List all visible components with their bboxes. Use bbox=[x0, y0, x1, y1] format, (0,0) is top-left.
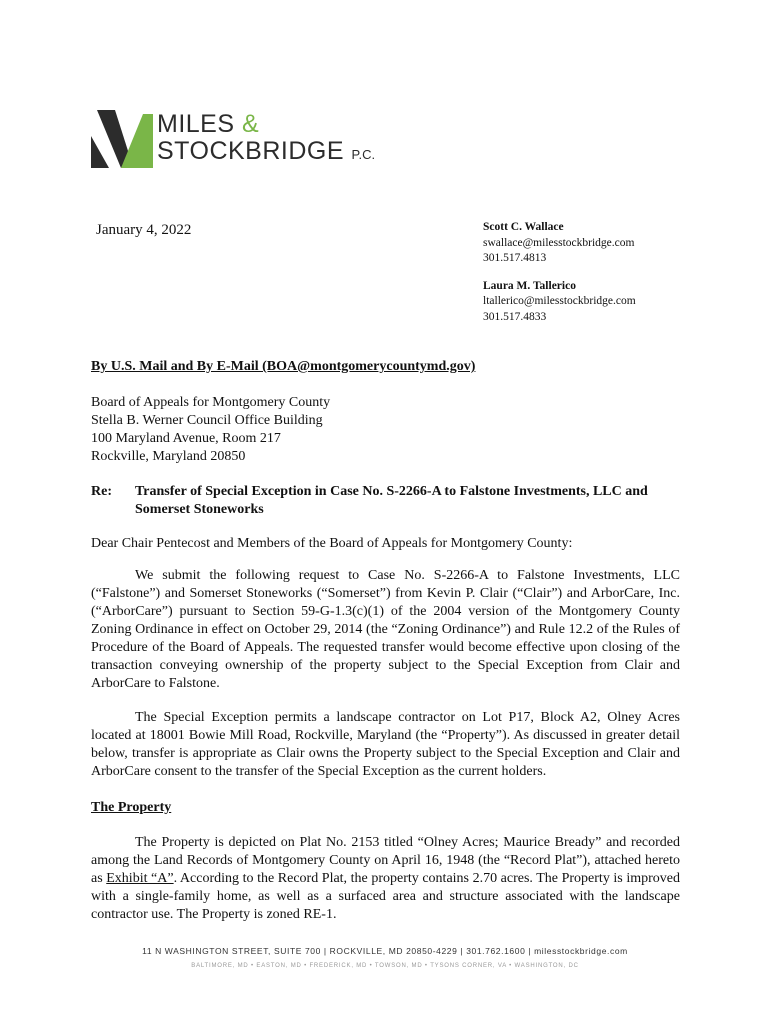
paragraph-text: The Property is depicted on Plat No. 2153 titled “Olney Acres; Maurice Bready” and recorded among the Land Records of Montgomery County on April 16, 1948 (the “Record Plat”), attached hereto as bbox=[91, 835, 680, 886]
exhibit-reference: Exhibit “A” bbox=[106, 871, 174, 886]
delivery-method: By U.S. Mail and By E-Mail (BOA@montgomerycountymd.gov) bbox=[91, 359, 476, 374]
body-paragraph-3 bbox=[91, 834, 680, 924]
logo-ampersand: & bbox=[241, 110, 260, 138]
paragraph-text: . According to the Record Plat, the property contains 2.70 acres. The Property is improved with a single-family home, as well as a surfaced area and structure associated with the landscape contractor use. The Property is zoned RE-1. bbox=[91, 871, 680, 922]
salutation: Dear Chair Pentecost and Members of the Board of Appeals for Montgomery County: bbox=[91, 536, 573, 551]
contact-email[interactable]: ltallerico@milesstockbridge.com bbox=[483, 295, 636, 307]
body-paragraph-2: The Special Exception permits a landscape contractor on Lot P17, Block A2, Olney Acres located at 18001 Bowie Mill Road, Rockville, Maryland (the “Property”). As discussed in greater detail below, transfer is appropriate as Clair owns the Property subject to the Special Exception and Clair and ArborCare consent to the transfer of the Special Exception as the current holders. bbox=[91, 710, 680, 779]
recipient-address bbox=[91, 394, 680, 466]
footer-offices: BALTIMORE, MD • EASTON, MD • FREDERICK, MD • TOWSON, MD • TYSONS CORNER, VA • WASHINGTON, DC bbox=[191, 963, 579, 969]
logo-firm-name-2: STOCKBRIDGE bbox=[157, 137, 345, 165]
address-line: Rockville, Maryland 20850 bbox=[91, 449, 246, 464]
address-line: Stella B. Werner Council Office Building bbox=[91, 413, 323, 428]
letter-date: January 4, 2022 bbox=[96, 222, 192, 238]
address-line: Board of Appeals for Montgomery County bbox=[91, 395, 331, 410]
contact-email[interactable]: swallace@milesstockbridge.com bbox=[483, 236, 635, 249]
firm-logo bbox=[91, 110, 391, 170]
footer-address: 11 N WASHINGTON STREET, SUITE 700 | ROCKVILLE, MD 20850-4229 | 301.762.1600 | milesstockbridge.com bbox=[142, 946, 628, 956]
contact-block bbox=[483, 220, 636, 325]
section-heading: The Property bbox=[91, 800, 172, 815]
contact-name: Scott C. Wallace bbox=[483, 221, 564, 233]
logo-firm-name-1: MILES bbox=[157, 110, 235, 138]
re-subject: Transfer of Special Exception in Case No. S-2266-A to Falstone Investments, LLC and Somerset Stoneworks bbox=[135, 484, 648, 517]
contact-name: Laura M. Tallerico bbox=[483, 279, 576, 292]
body-paragraph-1: We submit the following request to Case No. S-2266-A to Falstone Investments, LLC (“Falstone”) and Somerset Stoneworks (“Somerset”) from Kevin P. Clair (“Clair”) and ArborCare, Inc. (“ArborCare”) pursuant to Section 59-G-1.3(c)(1) of the 2004 version of the Montgomery County Zoning Ordinance in effect on October 29, 2014 (the “Zoning Ordinance”) and Rule 12.2 of the Rules of Procedure of the Board of Appeals. The requested transfer would become effective upon closing of the transaction conveying ownership of the property subject to the Special Exception from Clair and ArborCare to Falstone. bbox=[91, 568, 680, 691]
logo-suffix: P.C. bbox=[351, 147, 376, 162]
contact-phone: 301.517.4813 bbox=[483, 252, 547, 264]
contact-phone: 301.517.4833 bbox=[483, 310, 547, 323]
address-line: 100 Maryland Avenue, Room 217 bbox=[91, 431, 281, 446]
logo-mark-icon bbox=[91, 110, 153, 168]
re-label: Re: bbox=[91, 484, 112, 499]
